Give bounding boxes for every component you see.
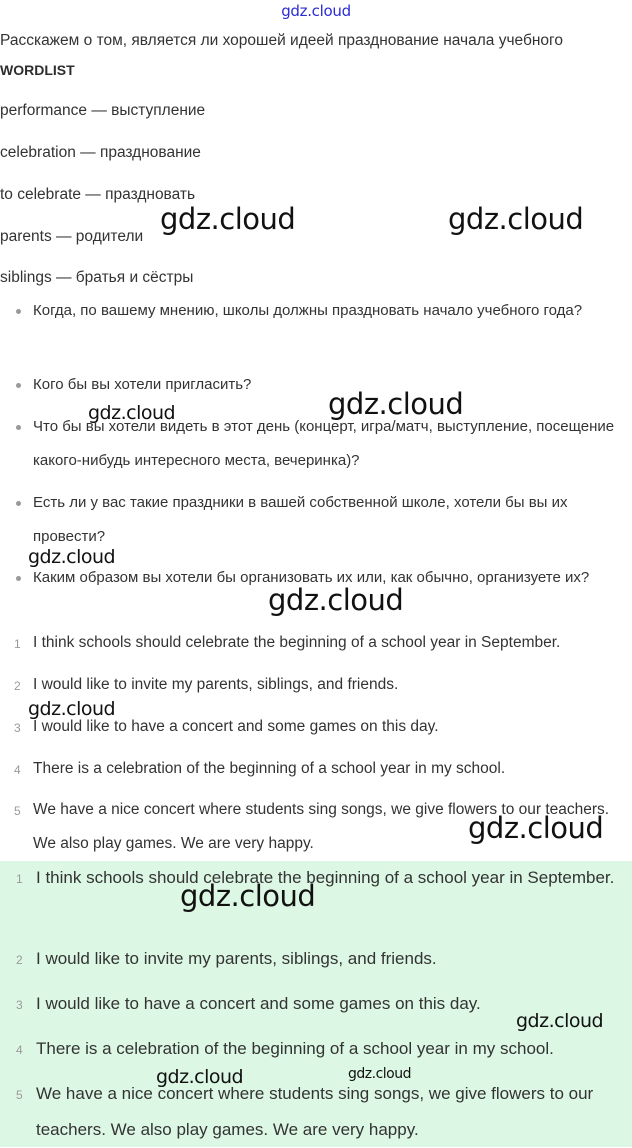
answer-item: I think schools should celebrate the beginning of a school year in September.: [33, 634, 561, 651]
answer-number: 1: [14, 637, 21, 651]
watermark: gdz.cloud: [468, 811, 604, 845]
answer-item: I would like to have a concert and some games on this day.: [33, 718, 439, 735]
watermark: gdz.cloud: [448, 202, 584, 236]
answer-number: 5: [14, 804, 21, 818]
answer-item: I would like to have a concert and some games on this day.: [36, 994, 481, 1013]
watermark: gdz.cloud: [28, 546, 116, 568]
answer-number: 4: [14, 763, 21, 777]
wordlist-item: parents — родители: [0, 228, 144, 245]
question-item: Есть ли у вас такие праздники в вашей собственной школе, хотели бы вы их провести?: [33, 494, 568, 545]
wordlist-item: performance — выступление: [0, 102, 206, 119]
bullet-icon: [16, 383, 21, 388]
answer-number: 1: [16, 872, 23, 886]
answer-number: 3: [14, 721, 21, 735]
answer-item: I would like to invite my parents, siblings, and friends.: [33, 676, 399, 693]
answer-number: 3: [16, 998, 23, 1012]
answer-item: I would like to invite my parents, siblings, and friends.: [36, 949, 437, 968]
watermark: gdz.cloud: [348, 1066, 411, 1082]
question-item: Каким образом вы хотели бы организовать их или, как обычно, организуете их?: [33, 569, 590, 586]
watermark: gdz.cloud: [156, 1066, 244, 1088]
bullet-icon: [16, 425, 21, 430]
wordlist-item: to celebrate — праздновать: [0, 186, 196, 203]
wordlist-item: siblings — братья и сёстры: [0, 269, 194, 286]
bullet-icon: [16, 309, 21, 314]
watermark: gdz.cloud: [268, 583, 404, 617]
site-logo[interactable]: gdz.cloud: [281, 2, 351, 20]
bullet-icon: [16, 576, 21, 581]
question-item: Когда, по вашему мнению, школы должны праздновать начало учебного года?: [33, 302, 583, 319]
answer-number: 4: [16, 1043, 23, 1057]
question-item: Кого бы вы хотели пригласить?: [33, 376, 252, 393]
answer-number: 2: [14, 679, 21, 693]
watermark: gdz.cloud: [328, 387, 464, 421]
answer-number: 5: [16, 1088, 23, 1102]
wordlist-item: celebration — празднование: [0, 144, 201, 161]
wordlist-heading: WORDLIST: [0, 62, 75, 78]
watermark: gdz.cloud: [28, 698, 116, 720]
watermark: gdz.cloud: [160, 202, 296, 236]
answer-item: We have a nice concert where students sing songs, we give flowers to our teachers. We also play games. We are very happy.: [33, 801, 610, 852]
answer-item: There is a celebration of the beginning of a school year in my school.: [33, 760, 506, 777]
answer-number: 2: [16, 953, 23, 967]
watermark: gdz.cloud: [516, 1010, 604, 1032]
intro-text: Расскажем о том, является ли хорошей идеей празднование начала учебного: [0, 32, 563, 49]
watermark: gdz.cloud: [180, 879, 316, 913]
bullet-icon: [16, 501, 21, 506]
answer-item: I think schools should celebrate the beginning of a school year in September.: [36, 868, 615, 887]
answer-item: There is a celebration of the beginning of a school year in my school.: [36, 1039, 554, 1058]
watermark: gdz.cloud: [88, 402, 176, 424]
answer-item: We have a nice concert where students sing songs, we give flowers to our teachers. We also play games. We are very happy.: [36, 1084, 594, 1139]
question-item: Что бы вы хотели видеть в этот день (концерт, игра/матч, выступление, посещение какого-нибудь интересного места, вечеринка)?: [33, 418, 615, 469]
